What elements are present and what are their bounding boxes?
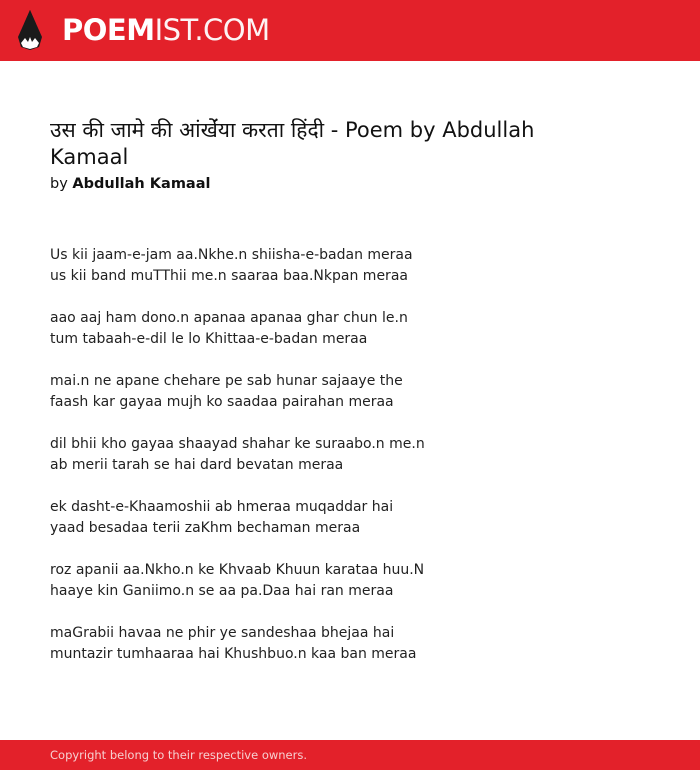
stanza — [50, 245, 650, 287]
poem-line: maGrabii havaa ne phir ye sandeshaa bhejaa hai — [50, 625, 395, 641]
poem-line: yaad besadaa terii zaKhm bechaman meraa — [50, 520, 361, 536]
pencil-logo-icon[interactable] — [17, 9, 43, 51]
poem-line: roz apanii aa.Nkho.n ke Khvaab Khuun karataa huu.N — [50, 562, 425, 578]
poem-line: tum tabaah-e-dil le lo Khittaa-e-badan meraa — [50, 331, 368, 347]
by-label: by — [50, 176, 68, 192]
poem-line: ab merii tarah se hai dard bevatan meraa — [50, 457, 344, 473]
stanza — [50, 308, 650, 350]
poem-line: haaye kin Ganiimo.n se aa pa.Daa hai ran meraa — [50, 583, 394, 599]
site-logo[interactable] — [62, 12, 270, 48]
site-footer — [0, 740, 700, 770]
copyright-text: Copyright belong to their respective owners. — [50, 748, 308, 762]
logo-bold-text: POEM — [62, 13, 155, 47]
stanza — [50, 434, 650, 476]
poem-line: Us kii jaam-e-jam aa.Nkhe.n shiisha-e-badan meraa — [50, 247, 413, 263]
stanza — [50, 371, 650, 413]
stanza — [50, 497, 650, 539]
poem-line: us kii band muTThii me.n saaraa baa.Nkpan meraa — [50, 268, 408, 284]
poem-line: dil bhii kho gayaa shaayad shahar ke suraabo.n me.n — [50, 436, 425, 452]
site-header — [0, 0, 700, 61]
poem-body — [50, 245, 650, 686]
poem-title: उस की जामे की आंखेंंया करता हिंदी - Poem by Abdullah Kamaal — [50, 118, 535, 169]
poem-line: faash kar gayaa mujh ko saadaa pairahan meraa — [50, 394, 394, 410]
logo-light-text: IST.COM — [154, 13, 270, 47]
poem-line: muntazir tumhaaraa hai Khushbuo.n kaa ban meraa — [50, 646, 417, 662]
poem-line: mai.n ne apane chehare pe sab hunar sajaaye the — [50, 373, 403, 389]
byline — [50, 174, 210, 194]
author-name[interactable]: Abdullah Kamaal — [72, 176, 211, 192]
stanza — [50, 623, 650, 665]
poem-line: ek dasht-e-Khaamoshii ab hmeraa muqaddar hai — [50, 499, 394, 515]
stanza — [50, 560, 650, 602]
poem-line: aao aaj ham dono.n apanaa apanaa ghar chun le.n — [50, 310, 408, 326]
